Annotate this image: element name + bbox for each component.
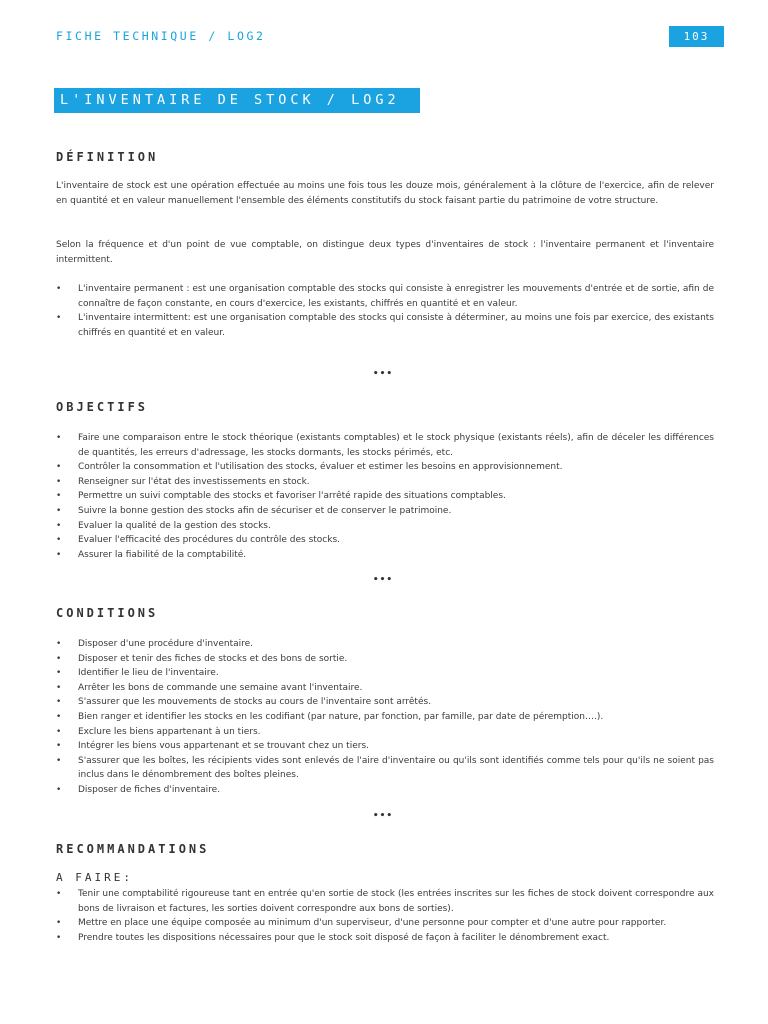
list-item: • L'inventaire permanent : est une organisation comptable des stocks qui consiste à enregistrer les mouvements d'entrée et de sortie, afin de connaître de façon constante, en cours d'exercice, les existants, chiffrés en quantité et en valeur. (56, 282, 714, 311)
list-item: • Exclure les biens appartenant à un tiers. (56, 725, 714, 740)
document-label: FICHE TECHNIQUE / LOG2 (56, 29, 266, 43)
list-item: • L'inventaire intermittent: est une organisation comptable des stocks qui consiste à déterminer, au moins une fois par exercice, des existants chiffrés en quantité et en valeur. (56, 311, 714, 340)
definition-heading: DÉFINITION (56, 150, 159, 164)
list-item: • Disposer d'une procédure d'inventaire. (56, 637, 714, 652)
list-item: • Faire une comparaison entre le stock théorique (existants comptables) et le stock physique (existants réels), afin de déceler les différences de quantités, les erreurs d'adressage, les stocks dormants, les stocks périmés, etc. (56, 431, 714, 460)
list-item: • S'assurer que les boîtes, les récipients vides sont enlevés de l'aire d'inventaire ou qu'ils sont identifiés comme tels pour qu'ils ne soient pas inclus dans le dénombrement des boîtes pleines. (56, 754, 714, 783)
list-item: • Disposer et tenir des fiches de stocks et des bons de sortie. (56, 652, 714, 667)
list-item: • Bien ranger et identifier les stocks en les codifiant (par nature, par fonction, par famille, par date de péremption….). (56, 710, 714, 725)
list-item: • Arrêter les bons de commande une semaine avant l'inventaire. (56, 681, 714, 696)
list-item: • Tenir une comptabilité rigoureuse tant en entrée qu'en sortie de stock (les entrées inscrites sur les fiches de stock doivent correspondre aux bons de livraison et factures, les sorties doivent correspondre aux bons de sorties). (56, 887, 714, 916)
definition-paragraph-1: L'inventaire de stock est une opération effectuée au moins une fois tous les douze mois, généralement à la clôture de l'exercice, afin de relever en quantité et en valeur manuellement l'ensemble des éléments constitutifs du stock faisant partie du patrimoine de votre structure. (56, 181, 714, 206)
list-item: • Renseigner sur l'état des investissements en stock. (56, 475, 714, 490)
page-title: L'INVENTAIRE DE STOCK / LOG2 (54, 88, 420, 113)
list-item: • Assurer la fiabilité de la comptabilité. (56, 548, 714, 563)
list-item: • Mettre en place une équipe composée au minimum d'un superviseur, d'une personne pour compter et d'une autre pour rapporter. (56, 916, 714, 931)
section-separator: ••• (372, 369, 394, 379)
inventory-types-list (56, 282, 714, 340)
list-item: • Intégrer les biens vous appartenant et se trouvant chez un tiers. (56, 739, 714, 754)
section-separator: ••• (372, 575, 394, 585)
list-item: • Suivre la bonne gestion des stocks afin de sécuriser et de conserver le patrimoine. (56, 504, 714, 519)
definition-paragraph-2: Selon la fréquence et d'un point de vue comptable, on distingue deux types d'inventaires de stock : l'inventaire permanent et l'inventaire intermittent. (56, 240, 714, 265)
list-item: • Evaluer la qualité de la gestion des stocks. (56, 519, 714, 534)
objectifs-heading: OBJECTIFS (56, 400, 149, 414)
conditions-list (56, 637, 714, 798)
recommandations-list (56, 887, 714, 945)
page-number-badge: 103 (669, 26, 724, 47)
list-item: • Identifier le lieu de l'inventaire. (56, 666, 714, 681)
section-separator: ••• (372, 811, 394, 821)
conditions-heading: CONDITIONS (56, 606, 159, 620)
list-item: • S'assurer que les mouvements de stocks au cours de l'inventaire sont arrêtés. (56, 695, 714, 710)
objectifs-list (56, 431, 714, 562)
list-item: • Prendre toutes les dispositions nécessaires pour que le stock soit disposé de façon à faciliter le dénombrement exact. (56, 931, 714, 946)
a-faire-subheading: A FAIRE: (56, 871, 133, 884)
recommandations-heading: RECOMMANDATIONS (56, 842, 210, 856)
list-item: • Disposer de fiches d'inventaire. (56, 783, 714, 798)
list-item: • Permettre un suivi comptable des stocks et favoriser l'arrêté rapide des situations comptables. (56, 489, 714, 504)
list-item: • Evaluer l'efficacité des procédures du contrôle des stocks. (56, 533, 714, 548)
list-item: • Contrôler la consommation et l'utilisation des stocks, évaluer et estimer les besoins en approvisionnement. (56, 460, 714, 475)
